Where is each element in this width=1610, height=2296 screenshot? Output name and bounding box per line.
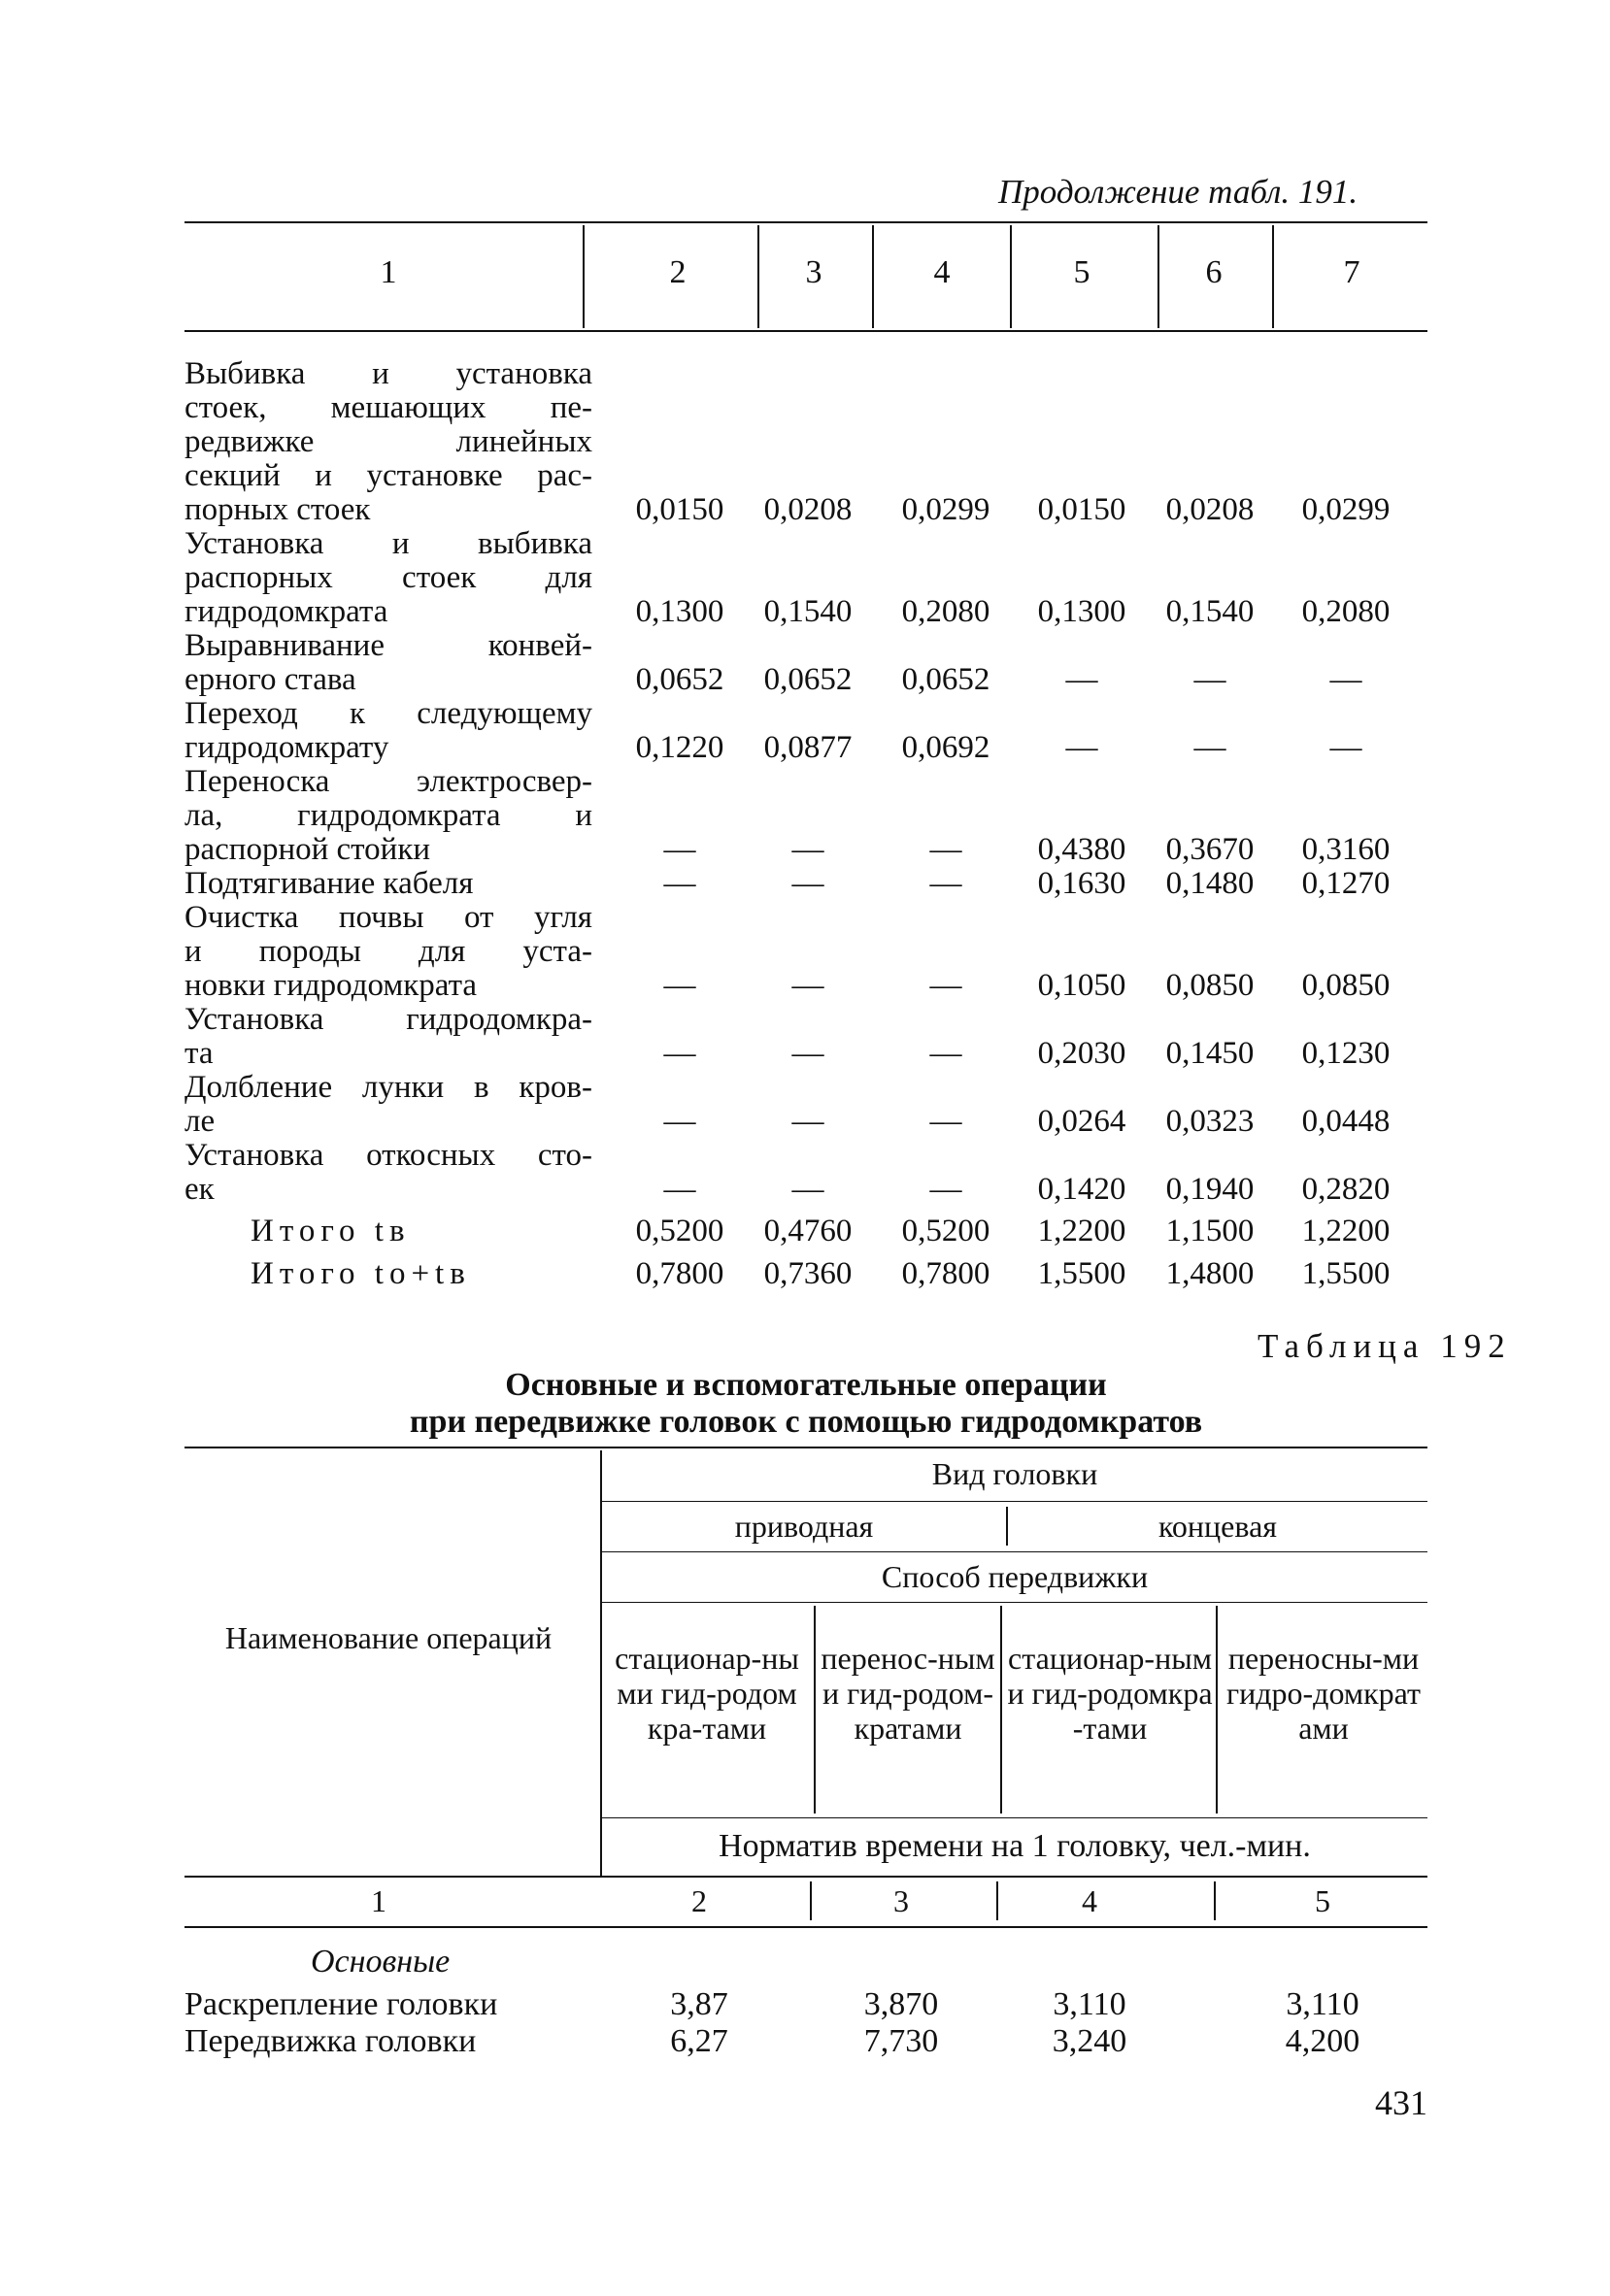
- cell-value: —: [663, 968, 696, 1003]
- column-number: 2: [669, 254, 687, 290]
- col-divider: [810, 1881, 812, 1920]
- col-divider: [757, 225, 759, 328]
- table-number: Таблица 192: [1258, 1327, 1512, 1365]
- cell-value: 0,7360: [763, 1256, 853, 1291]
- col-divider: [1272, 225, 1274, 328]
- header-bottom-rule: [184, 1926, 1427, 1928]
- cell-value: —: [663, 866, 696, 901]
- cell-value: 0,4380: [1037, 832, 1126, 867]
- cell-value: 0,0208: [1165, 492, 1255, 527]
- cell-value: 0,7800: [901, 1256, 990, 1291]
- cell-value: —: [929, 968, 962, 1003]
- cell-value: —: [929, 1104, 962, 1139]
- subheader-col2: стационар-ными гид-родомкра-тами: [615, 1641, 799, 1746]
- row-label: Долбление лунки в кров- ле: [184, 1070, 592, 1139]
- cell-value: 1,2200: [1037, 1214, 1126, 1248]
- cell-value: —: [791, 1036, 824, 1071]
- cell-value: 0,1940: [1165, 1172, 1255, 1207]
- cell-value: 3,110: [1053, 1986, 1126, 2022]
- cell-value: 0,0150: [635, 492, 724, 527]
- row-label: Установка и выбивка распорных стоек для гидродомкрата: [184, 526, 592, 629]
- col-number: 2: [691, 1883, 707, 1918]
- cell-value: —: [663, 1104, 696, 1139]
- section-heading: Основные: [311, 1944, 451, 1980]
- column-number: 7: [1343, 254, 1360, 290]
- cell-value: 0,0692: [901, 730, 990, 765]
- header-rule: [602, 1817, 1427, 1818]
- cell-value: 0,1540: [1165, 594, 1255, 629]
- subheader-col4: стационар-ными гид-родомкра-тами: [1007, 1641, 1213, 1746]
- norm-header: Норматив времени на 1 головку, чел.-мин.: [719, 1828, 1311, 1864]
- header-rule: [184, 1876, 1427, 1878]
- cell-value: —: [929, 1172, 962, 1207]
- subheader-col3: перенос-ными гид-родом-кратами: [821, 1641, 995, 1746]
- cell-value: —: [791, 968, 824, 1003]
- continuation-caption: Продолжение табл. 191.: [998, 173, 1358, 211]
- cell-value: 3,870: [863, 1986, 939, 2022]
- total-label: Итого tо+tв: [251, 1256, 471, 1291]
- col-number: 4: [1082, 1883, 1097, 1918]
- col-divider: [996, 1881, 998, 1920]
- cell-value: 0,1480: [1165, 866, 1255, 901]
- cell-value: 3,87: [670, 1986, 728, 2022]
- cell-value: —: [1329, 730, 1362, 765]
- cell-value: 0,1420: [1037, 1172, 1126, 1207]
- cell-value: —: [1329, 662, 1362, 697]
- col1-header: Наименование операций: [224, 1620, 553, 1655]
- row-label: Выбивка и установка стоек, мешающих пе- редвижке линейных секций и установке рас- порных стоек: [184, 356, 592, 527]
- cell-value: 0,1300: [1037, 594, 1126, 629]
- cell-value: —: [791, 866, 824, 901]
- cell-value: —: [929, 866, 962, 901]
- cell-value: —: [791, 1104, 824, 1139]
- cell-value: 0,1540: [763, 594, 853, 629]
- cell-value: 0,0323: [1165, 1104, 1255, 1139]
- cell-value: 0,0264: [1037, 1104, 1126, 1139]
- row-label: Раскрепление головки: [184, 1986, 498, 2022]
- cell-value: 1,5500: [1301, 1256, 1391, 1291]
- row-label: Очистка почвы от угля и породы для уста- новки гидродомкрата: [184, 900, 592, 1003]
- column-number: 3: [805, 254, 822, 290]
- row-label: Установка гидродомкра- та: [184, 1002, 592, 1071]
- col-divider: [872, 225, 874, 328]
- col-number: 5: [1315, 1883, 1330, 1918]
- cell-value: 0,1220: [635, 730, 724, 765]
- total-label: Итого tв: [251, 1214, 411, 1248]
- cell-value: 0,0652: [635, 662, 724, 697]
- cell-value: 1,2200: [1301, 1214, 1391, 1248]
- col-number: 3: [893, 1883, 909, 1918]
- cell-value: —: [929, 832, 962, 867]
- header-rule: [602, 1501, 1427, 1502]
- cell-value: —: [663, 832, 696, 867]
- cell-value: —: [1193, 730, 1226, 765]
- cell-value: 0,0850: [1165, 968, 1255, 1003]
- head-end: концевая: [1158, 1509, 1277, 1544]
- col-divider: [1214, 1881, 1216, 1920]
- cell-value: —: [1193, 662, 1226, 697]
- cell-value: 0,3160: [1301, 832, 1391, 867]
- table-title-line1: Основные и вспомогательные операции: [505, 1367, 1107, 1403]
- cell-value: 0,2820: [1301, 1172, 1391, 1207]
- cell-value: 0,0208: [763, 492, 853, 527]
- cell-value: 0,1230: [1301, 1036, 1391, 1071]
- cell-value: —: [1065, 730, 1098, 765]
- column-number: 6: [1205, 254, 1223, 290]
- row-label: Выравнивание конвей- ерного става: [184, 628, 592, 697]
- cell-value: —: [929, 1036, 962, 1071]
- cell-value: 0,2080: [901, 594, 990, 629]
- cell-value: 0,1450: [1165, 1036, 1255, 1071]
- cell-value: —: [663, 1036, 696, 1071]
- row-label: Установка откосных сто- ек: [184, 1138, 592, 1207]
- header-rule: [602, 1551, 1427, 1552]
- column-number: 1: [380, 254, 397, 290]
- cell-value: 0,3670: [1165, 832, 1255, 867]
- cell-value: 6,27: [670, 2023, 728, 2059]
- col-divider: [1000, 1606, 1002, 1814]
- cell-value: 4,200: [1285, 2023, 1360, 2059]
- cell-value: 0,0299: [1301, 492, 1391, 527]
- col-number: 1: [371, 1883, 386, 1918]
- cell-value: 0,0150: [1037, 492, 1126, 527]
- cell-value: 0,7800: [635, 1256, 724, 1291]
- head-drive: приводная: [734, 1509, 874, 1544]
- row-label: Переход к следующему гидродомкрату: [184, 696, 592, 765]
- col-divider: [814, 1606, 816, 1814]
- cell-value: 3,240: [1052, 2023, 1127, 2059]
- col-divider: [583, 225, 585, 328]
- table-top-rule: [184, 221, 1427, 223]
- cell-value: 0,2030: [1037, 1036, 1126, 1071]
- column-number: 5: [1073, 254, 1090, 290]
- page-number: 431: [1375, 2083, 1427, 2122]
- table-title-line2: при передвижке головок с помощью гидродомкратов: [409, 1404, 1203, 1440]
- cell-value: 7,730: [863, 2023, 939, 2059]
- cell-value: 0,0850: [1301, 968, 1391, 1003]
- cell-value: —: [791, 832, 824, 867]
- cell-value: —: [791, 1172, 824, 1207]
- row-label: Переноска электросвер- ла, гидродомкрата и распорной стойки: [184, 764, 592, 867]
- cell-value: 1,5500: [1037, 1256, 1126, 1291]
- cell-value: 0,0652: [763, 662, 853, 697]
- cell-value: —: [663, 1172, 696, 1207]
- cell-value: 0,5200: [635, 1214, 724, 1248]
- header-rule: [602, 1602, 1427, 1603]
- cell-value: 0,5200: [901, 1214, 990, 1248]
- cell-value: 0,4760: [763, 1214, 853, 1248]
- col-divider: [1216, 1606, 1218, 1814]
- col-divider: [1157, 225, 1159, 328]
- column-number: 4: [933, 254, 951, 290]
- cell-value: 0,0448: [1301, 1104, 1391, 1139]
- cell-value: 3,110: [1286, 1986, 1359, 2022]
- cell-value: 0,1300: [635, 594, 724, 629]
- cell-value: 1,1500: [1165, 1214, 1255, 1248]
- subheader-col5: переносны-ми гидро-домкратами: [1225, 1641, 1421, 1746]
- cell-value: 0,1630: [1037, 866, 1126, 901]
- row-label: Передвижка головки: [184, 2023, 477, 2059]
- method-header: Способ передвижки: [881, 1559, 1149, 1594]
- cell-value: 1,4800: [1165, 1256, 1255, 1291]
- cell-value: 0,2080: [1301, 594, 1391, 629]
- cell-value: 0,1050: [1037, 968, 1126, 1003]
- header-bottom-rule: [184, 330, 1427, 332]
- cell-value: 0,0877: [763, 730, 853, 765]
- cell-value: —: [1065, 662, 1098, 697]
- cell-value: 0,1270: [1301, 866, 1391, 901]
- row-label: Подтягивание кабеля: [184, 866, 474, 901]
- table-top-rule: [184, 1447, 1427, 1448]
- col-divider: [1010, 225, 1012, 328]
- head-type: Вид головки: [931, 1456, 1098, 1491]
- cell-value: 0,0652: [901, 662, 990, 697]
- cell-value: 0,0299: [901, 492, 990, 527]
